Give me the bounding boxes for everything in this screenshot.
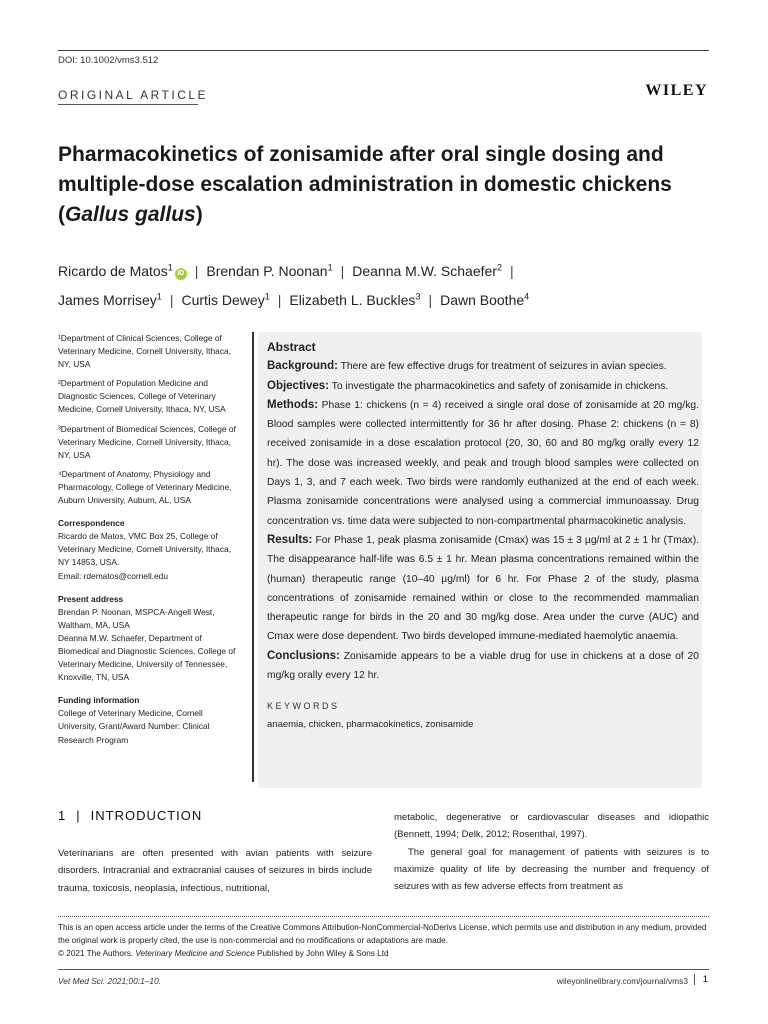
- correspondence-text: Ricardo de Matos, VMC Box 25, College of Veterinary Medicine, Cornell University, Ithaca, NY 14853, USA.: [58, 531, 231, 568]
- page-number: 1: [694, 974, 708, 985]
- abstract-methods: Methods: Phase 1: chickens (n = 4) received a single oral dose of zonisamide at 20 mg/kg. Blood samples were collected intermittently for 36 hr after dosing. Phase 2: chickens (n = 8) received zonisamide in a dose escalation protocol (20, 30, 60 and 80 mg/kg orally every 12 hr). The dose was increased weekly, and peak and trough blood samples were collected on Days 1, 3, and 7 each week. Two birds were randomly euthanized at the end of each week. Plasma zonisamide concentrations were analysed using a commercial immunoassay. Drug concentration vs. time data were subjected to non-compartmental pharmacokinetic analysis.: [267, 398, 699, 527]
- intro-column-left: [58, 845, 372, 897]
- correspondence-email[interactable]: Email: rdematos@cornell.edu: [58, 570, 168, 581]
- footer-url[interactable]: wileyonlinelibrary.com/journal/vms3: [556, 976, 688, 986]
- orcid-icon[interactable]: iD: [175, 268, 187, 280]
- section-heading: 1 | INTRODUCTION: [58, 808, 203, 823]
- affiliation: ¹Department of Clinical Sciences, College of Veterinary Medicine, Cornell University, Ithaca, NY, USA: [58, 333, 231, 370]
- funding-label: Funding information: [58, 695, 140, 706]
- present-address-text: Deanna M.W. Schaefer, Department of Biomedical and Diagnostic Sciences, College of Veterinary Medicine, University of Tennessee, Knoxville, TN, USA: [58, 632, 236, 683]
- present-address-label: Present address: [58, 593, 124, 604]
- author[interactable]: Elizabeth L. Buckles$^3$: [289, 291, 421, 309]
- footer-citation: Vet Med Sci. 2021;00:1–10.: [58, 976, 162, 986]
- intro-paragraph: metabolic, degenerative or cardiovascular diseases and idiopathic (Bennett, 1994; Delk, 2012; Rosenthal, 1997).: [394, 812, 709, 841]
- author[interactable]: Ricardo de Matos$^1$: [58, 262, 173, 279]
- abstract-box: [258, 332, 702, 788]
- affiliation: ³Department of Biomedical Sciences, College of Veterinary Medicine, Cornell University, Ithaca, NY, USA: [58, 423, 236, 460]
- license-notice: This is an open access article under the terms of the Creative Commons Attribution-NonCommercial-NoDerivs License, which permits use and distribution in any medium, provided the original work is properly cited, the use is non-commercial and no modifications or adaptations are made. © 2021 The Authors. Veterinary Medicine and Science Published by John Wiley & Sons Ltd: [58, 923, 707, 958]
- abstract-results: Results: For Phase 1, peak plasma zonisamide (Cmax) was 15 ± 3 µg/ml at 2 ± 1 hr (Tmax). The disappearance half-life was 6.5 ± 1 hr. Mean plasma concentrations remained within the (human) therapeutic range (10–40 µg/ml) for 6 hr. For Phase 2 of the study, plasma concentrations of zonisamide remained within or close to the recommended mammalian therapeutic range for birds in the 20 and 30 mg/kg dose. Area under the curve (AUC) and Cmax were dose dependent. Two birds developed immune-mediated haemolytic anaemia.: [267, 533, 699, 643]
- intro-column-right: [394, 809, 709, 895]
- author[interactable]: Dawn Boothe$^4$: [440, 291, 530, 309]
- abstract-objectives: Objectives: To investigate the pharmacokinetics and safety of zonisamide in chickens.: [267, 379, 669, 392]
- intro-paragraph: Veterinarians are often presented with avian patients with seizure disorders. Intracranial and extracranial causes of seizures in birds include trauma, toxicosis, neoplasia, infectious, nutritional,: [58, 848, 372, 894]
- abstract-conclusions: Conclusions: Zonisamide appears to be a viable drug for use in chickens at a dose of 20 mg/kg orally every 12 hr.: [267, 649, 699, 682]
- author[interactable]: James Morrisey$^1$: [58, 291, 162, 309]
- abstract-title: Abstract: [267, 340, 316, 354]
- column-divider: [252, 332, 254, 782]
- license-divider: [58, 916, 709, 917]
- author-list: Ricardo de Matos$^1$iD | Brendan P. Noonan$^1$ | Deanna M.W. Schaefer$^2$ | James Morrisey$^1$ | Curtis Dewey$^1$ | Elizabeth L. Buckles$^3$ | Dawn Boothe$^4$: [58, 262, 530, 309]
- paper-title: Pharmacokinetics of zonisamide after oral single dosing and multiple-dose escalation administration in domestic chickens (Gallus gallus): [58, 143, 672, 226]
- article-type: ORIGINAL ARTICLE: [58, 88, 209, 102]
- keywords-label: KEYWORDS: [267, 701, 340, 712]
- publisher-logo: WILEY: [645, 82, 708, 99]
- footer-rule: [58, 969, 709, 970]
- front-matter-sidebar: [58, 332, 238, 753]
- abstract-background: Background: There are few effective drugs for treatment of seizures in avian species.: [267, 360, 667, 373]
- author[interactable]: Curtis Dewey$^1$: [181, 291, 270, 309]
- affiliation: ²Department of Population Medicine and Diagnostic Sciences, College of Veterinary Medicine, Cornell University, Ithaca, NY, USA: [58, 378, 226, 415]
- author[interactable]: Deanna M.W. Schaefer$^2$: [352, 262, 502, 279]
- present-address-text: Brendan P. Noonan, MSPCA-Angell West, Waltham, MA, USA: [58, 606, 215, 630]
- article-type-underline: [58, 104, 198, 105]
- author[interactable]: Brendan P. Noonan$^1$: [206, 262, 333, 279]
- keywords: anaemia, chicken, pharmacokinetics, zonisamide: [267, 718, 474, 730]
- correspondence-label: Correspondence: [58, 518, 125, 529]
- top-rule: [58, 50, 709, 51]
- intro-paragraph: The general goal for management of patients with seizures is to maximize quality of life by decreasing the number and frequency of seizures with as few adverse effects from treatment as: [394, 846, 709, 893]
- affiliation: ⁴Department of Anatomy, Physiology and Pharmacology, College of Veterinary Medicine, Auburn University, Auburn, AL, USA: [58, 468, 232, 506]
- doi[interactable]: DOI: 10.1002/vms3.512: [58, 55, 159, 66]
- funding-text: College of Veterinary Medicine, Cornell University, Grant/Award Number: Clinical Research Program: [58, 708, 210, 745]
